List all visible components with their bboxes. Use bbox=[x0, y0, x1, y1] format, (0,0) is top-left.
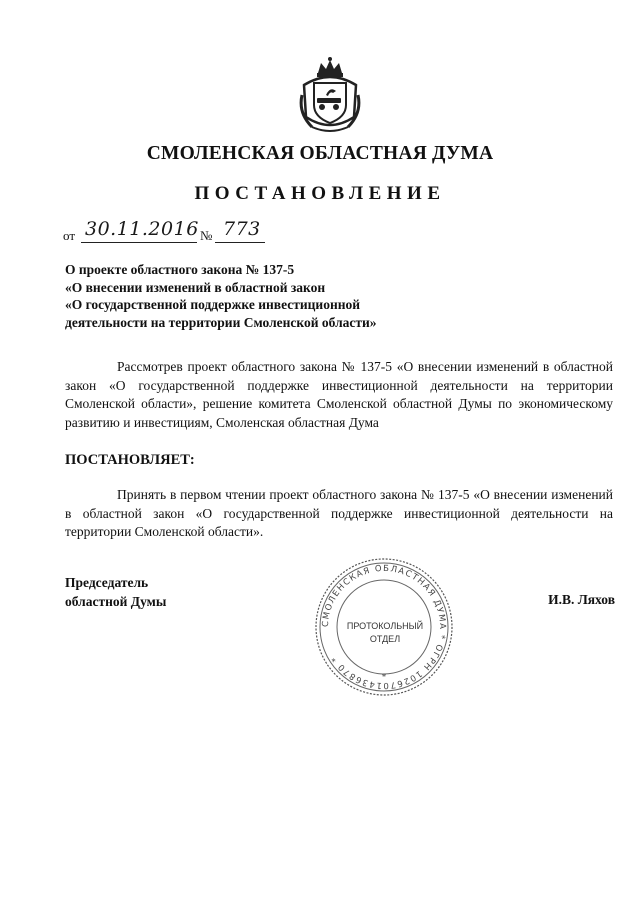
subject-line: «О внесении изменений в областной закон bbox=[65, 279, 326, 295]
stamp-line: ПРОТОКОЛЬНЫЙ bbox=[346, 621, 424, 631]
subject-line: «О государственной поддержке инвестиционной bbox=[65, 297, 361, 312]
stamp-ring-text: СМОЛЕНСКАЯ ОБЛАСТНАЯ ДУМА * ОГРН 1026701436870 * bbox=[320, 563, 448, 691]
handwritten-date: 30.11.2016 bbox=[85, 218, 199, 240]
stamp-center-text bbox=[343, 620, 427, 646]
number-label: № bbox=[200, 228, 213, 243]
handwritten-number: 773 bbox=[223, 218, 261, 240]
date-number-line bbox=[63, 220, 283, 246]
subject-line: О проекте областного закона № 137-5 bbox=[65, 262, 295, 277]
signatory-position bbox=[65, 574, 166, 611]
date-from-label: от bbox=[63, 228, 76, 243]
preamble-paragraph: Рассмотрев проект областного закона № 137-5 «О внесении изменений в областной закон «О государственной поддержке инвестиционной деятельности на территории Смоленской области», решение комитета Смоленской областной Думы по экономическому развитию и инвестициям, Смоленская областная Дума bbox=[65, 359, 613, 430]
decree-paragraph: Принять в первом чтении проект областного закона № 137-5 «О внесении изменений в областной закон «О государственной поддержке инвестиционной деятельности на территории Смоленской области». bbox=[65, 487, 613, 539]
number-underline bbox=[215, 242, 265, 243]
subject-line: деятельности на территории Смоленской области» bbox=[65, 314, 377, 330]
document-subject bbox=[65, 261, 465, 331]
position-line: Председатель bbox=[65, 575, 149, 590]
date-underline bbox=[81, 242, 197, 243]
signatory-name: И.В. Ляхов bbox=[548, 592, 615, 607]
decree-heading: ПОСТАНОВЛЯЕТ: bbox=[65, 452, 195, 468]
stamp-line: ОТДЕЛ bbox=[369, 634, 401, 644]
position-line: областной Думы bbox=[65, 593, 167, 609]
smolensk-coat-of-arms-icon bbox=[296, 55, 364, 135]
organization-title: СМОЛЕНСКАЯ ОБЛАСТНАЯ ДУМА bbox=[146, 143, 494, 164]
stamp-star: * bbox=[381, 672, 387, 682]
document-type-title: ПОСТАНОВЛЕНИЕ bbox=[194, 183, 446, 204]
